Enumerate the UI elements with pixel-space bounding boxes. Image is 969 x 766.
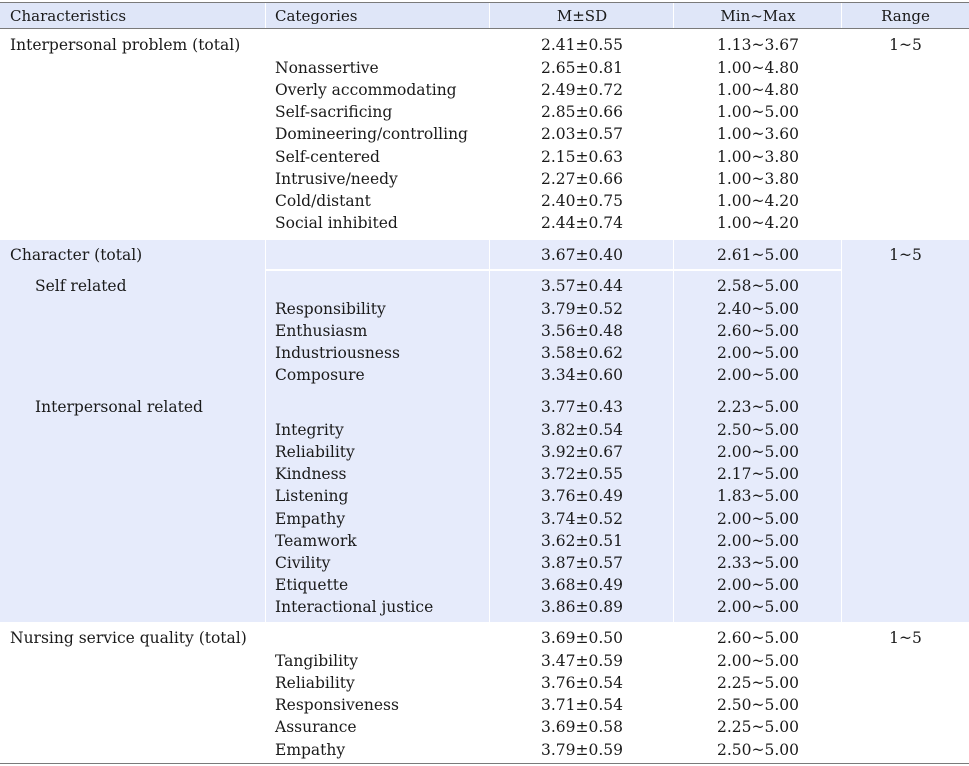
msd-value: 2.41±0.55 <box>540 36 623 54</box>
msd-value: 3.67±0.40 <box>540 246 623 264</box>
category-label: Self-sacrificing <box>275 103 393 122</box>
category-label: Interactional justice <box>275 598 434 617</box>
msd-value: 3.82±0.54 <box>540 421 623 439</box>
header-range: Range <box>881 7 930 25</box>
minmax-value: 2.23~5.00 <box>716 398 799 416</box>
subgroup-title: Self related <box>35 277 127 295</box>
category-label: Etiquette <box>275 576 349 595</box>
minmax-value: 2.00~5.00 <box>716 531 799 550</box>
header-divider <box>265 3 266 28</box>
header-divider <box>673 3 674 28</box>
minmax-value: 1.00~3.80 <box>716 169 799 188</box>
minmax-value: 1.00~3.80 <box>716 147 799 166</box>
range-value: 1~5 <box>889 629 922 647</box>
msd-value: 3.72±0.55 <box>540 465 623 484</box>
minmax-value: 2.17~5.00 <box>716 465 799 484</box>
msd-value: 2.44±0.74 <box>540 214 623 233</box>
header-msd: M±SD <box>556 7 608 25</box>
category-label: Industriousness <box>275 344 400 363</box>
minmax-value: 2.25~5.00 <box>716 674 799 693</box>
minmax-value: 2.40~5.00 <box>716 300 799 318</box>
category-label: Empathy <box>275 509 346 528</box>
table-bottom-rule <box>0 763 969 764</box>
minmax-value: 2.25~5.00 <box>716 718 799 737</box>
msd-value: 2.15±0.63 <box>540 147 623 166</box>
category-label: Reliability <box>275 443 355 462</box>
header-characteristics: Characteristics <box>10 7 127 25</box>
category-label: Composure <box>275 366 365 385</box>
header-divider <box>841 3 842 28</box>
minmax-value: 2.00~5.00 <box>716 443 799 462</box>
minmax-value: 2.00~5.00 <box>716 366 799 385</box>
category-label: Self-centered <box>275 147 380 166</box>
category-label: Reliability <box>275 674 355 693</box>
section-title: Character (total) <box>10 246 143 264</box>
msd-value: 3.92±0.67 <box>540 443 623 462</box>
msd-value: 3.76±0.49 <box>540 487 623 506</box>
msd-value: 2.27±0.66 <box>540 169 623 188</box>
header-minmax: Min~Max <box>720 7 796 25</box>
category-label: Responsibility <box>275 300 386 318</box>
msd-value: 3.86±0.89 <box>540 598 623 617</box>
range-value: 1~5 <box>889 36 922 54</box>
msd-value: 3.56±0.48 <box>540 322 623 341</box>
msd-value: 3.71±0.54 <box>540 696 623 715</box>
msd-value: 3.47±0.59 <box>540 652 623 670</box>
category-label: Overly accommodating <box>275 81 457 100</box>
msd-value: 3.68±0.49 <box>540 576 623 595</box>
msd-value: 2.03±0.57 <box>540 125 623 144</box>
category-label: Tangibility <box>275 652 359 670</box>
section-title: Interpersonal problem (total) <box>10 36 241 54</box>
minmax-value: 2.00~5.00 <box>716 652 799 670</box>
category-label: Responsiveness <box>275 696 399 715</box>
category-label: Domineering/controlling <box>275 125 468 144</box>
category-label: Civility <box>275 553 331 572</box>
minmax-value: 1.00~4.80 <box>716 59 799 77</box>
category-label: Intrusive/needy <box>275 169 398 188</box>
category-label: Kindness <box>275 465 347 484</box>
msd-value: 3.69±0.58 <box>540 718 623 737</box>
category-label: Enthusiasm <box>275 322 368 341</box>
minmax-value: 2.60~5.00 <box>716 322 799 341</box>
minmax-value: 2.50~5.00 <box>716 740 799 759</box>
minmax-value: 1.83~5.00 <box>716 487 799 506</box>
table-header <box>0 2 969 29</box>
category-label: Listening <box>275 487 349 506</box>
minmax-value: 2.00~5.00 <box>716 576 799 595</box>
category-label: Integrity <box>275 421 344 439</box>
minmax-value: 1.00~5.00 <box>716 103 799 122</box>
minmax-value: 1.00~4.20 <box>716 214 799 233</box>
msd-value: 2.40±0.75 <box>540 191 623 210</box>
header-divider <box>489 3 490 28</box>
msd-value: 3.57±0.44 <box>540 277 623 295</box>
minmax-value: 2.00~5.00 <box>716 509 799 528</box>
minmax-value: 2.00~5.00 <box>716 344 799 363</box>
minmax-value: 2.00~5.00 <box>716 598 799 617</box>
category-label: Assurance <box>275 718 357 737</box>
msd-value: 3.79±0.52 <box>540 300 623 318</box>
msd-value: 3.34±0.60 <box>540 366 623 385</box>
msd-value: 2.85±0.66 <box>540 103 623 122</box>
minmax-value: 2.50~5.00 <box>716 696 799 715</box>
msd-value: 3.74±0.52 <box>540 509 623 528</box>
msd-value: 3.87±0.57 <box>540 553 623 572</box>
category-label: Cold/distant <box>275 191 371 210</box>
minmax-value: 2.33~5.00 <box>716 553 799 572</box>
minmax-value: 1.00~4.80 <box>716 81 799 100</box>
msd-value: 2.65±0.81 <box>540 59 623 77</box>
msd-value: 3.62±0.51 <box>540 531 623 550</box>
minmax-value: 2.60~5.00 <box>716 629 799 647</box>
minmax-value: 2.50~5.00 <box>716 421 799 439</box>
range-value: 1~5 <box>889 246 922 264</box>
minmax-value: 1.13~3.67 <box>716 36 799 54</box>
column-divider <box>265 240 266 622</box>
msd-value: 2.49±0.72 <box>540 81 623 100</box>
msd-value: 3.79±0.59 <box>540 740 623 759</box>
subgroup-title: Interpersonal related <box>35 398 203 416</box>
section-title: Nursing service quality (total) <box>10 629 247 647</box>
category-label: Teamwork <box>275 531 357 550</box>
minmax-value: 1.00~4.20 <box>716 191 799 210</box>
row-divider <box>266 269 841 271</box>
category-label: Social inhibited <box>275 214 398 233</box>
msd-value: 3.76±0.54 <box>540 674 623 693</box>
msd-value: 3.58±0.62 <box>540 344 623 363</box>
minmax-value: 2.61~5.00 <box>716 246 799 264</box>
category-label: Empathy <box>275 740 346 759</box>
msd-value: 3.69±0.50 <box>540 629 623 647</box>
minmax-value: 2.58~5.00 <box>716 277 799 295</box>
minmax-value: 1.00~3.60 <box>716 125 799 144</box>
category-label: Nonassertive <box>275 59 379 77</box>
header-categories: Categories <box>275 7 358 25</box>
msd-value: 3.77±0.43 <box>540 398 623 416</box>
